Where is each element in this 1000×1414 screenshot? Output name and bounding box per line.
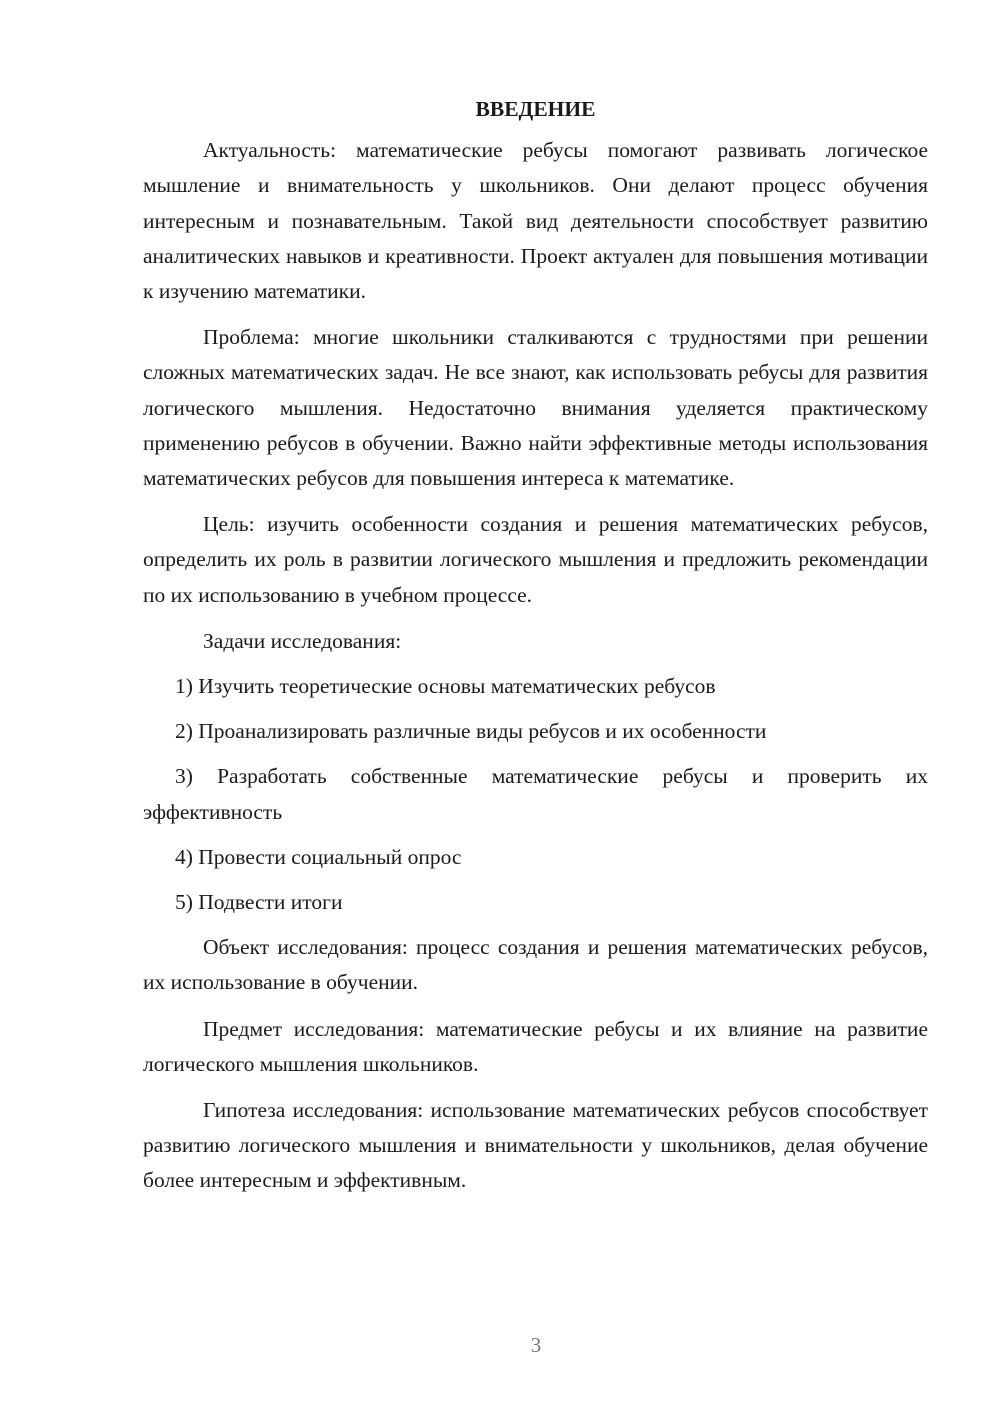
hypothesis-paragraph: Гипотеза исследования: использование математических ребусов способствует развитию логического мышления и внимательности у школьников, делая обучение более интересным и эффективным.	[143, 1098, 928, 1193]
object-paragraph: Объект исследования: процесс создания и решения математических ребусов, их использование в обучении.	[143, 935, 928, 995]
tasks-heading: Задачи исследования:	[203, 628, 402, 653]
task-item-2: 2) Проанализировать различные виды ребусов и их особенности	[175, 719, 767, 744]
task-item-1: 1) Изучить теоретические основы математических ребусов	[175, 674, 716, 699]
document-page	[143, 92, 928, 1210]
page-number: 3	[530, 1333, 542, 1357]
task-item-5: 5) Подвести итоги	[175, 890, 343, 915]
goal-paragraph: Цель: изучить особенности создания и решения математических ребусов, определить их роль в развитии логического мышления и предложить рекомендации по их использованию в учебном процессе.	[143, 512, 928, 607]
relevance-paragraph: Актуальность: математические ребусы помогают развивать логическое мышление и внимательность у школьников. Они делают процесс обучения интересным и познавательным. Такой вид деятельности способствует развитию аналитических навыков и креативности. Проект актуален для повышения мотивации к изучению математики.	[143, 138, 928, 304]
problem-paragraph: Проблема: многие школьники сталкиваются с трудностями при решении сложных математических задач. Не все знают, как использовать ребусы для развития логического мышления. Недостаточно внимания уделяется практическому применению ребусов в обучении. Важно найти эффективные методы использования математических ребусов для повышения интереса к математике.	[143, 325, 928, 491]
task-item-3: 3) Разработать собственные математические ребусы и проверить их эффективность	[143, 764, 928, 824]
section-heading: ВВЕДЕНИЕ	[475, 97, 596, 121]
subject-paragraph: Предмет исследования: математические ребусы и их влияние на развитие логического мышления школьников.	[143, 1016, 928, 1076]
task-item-4: 4) Провести социальный опрос	[175, 844, 462, 869]
